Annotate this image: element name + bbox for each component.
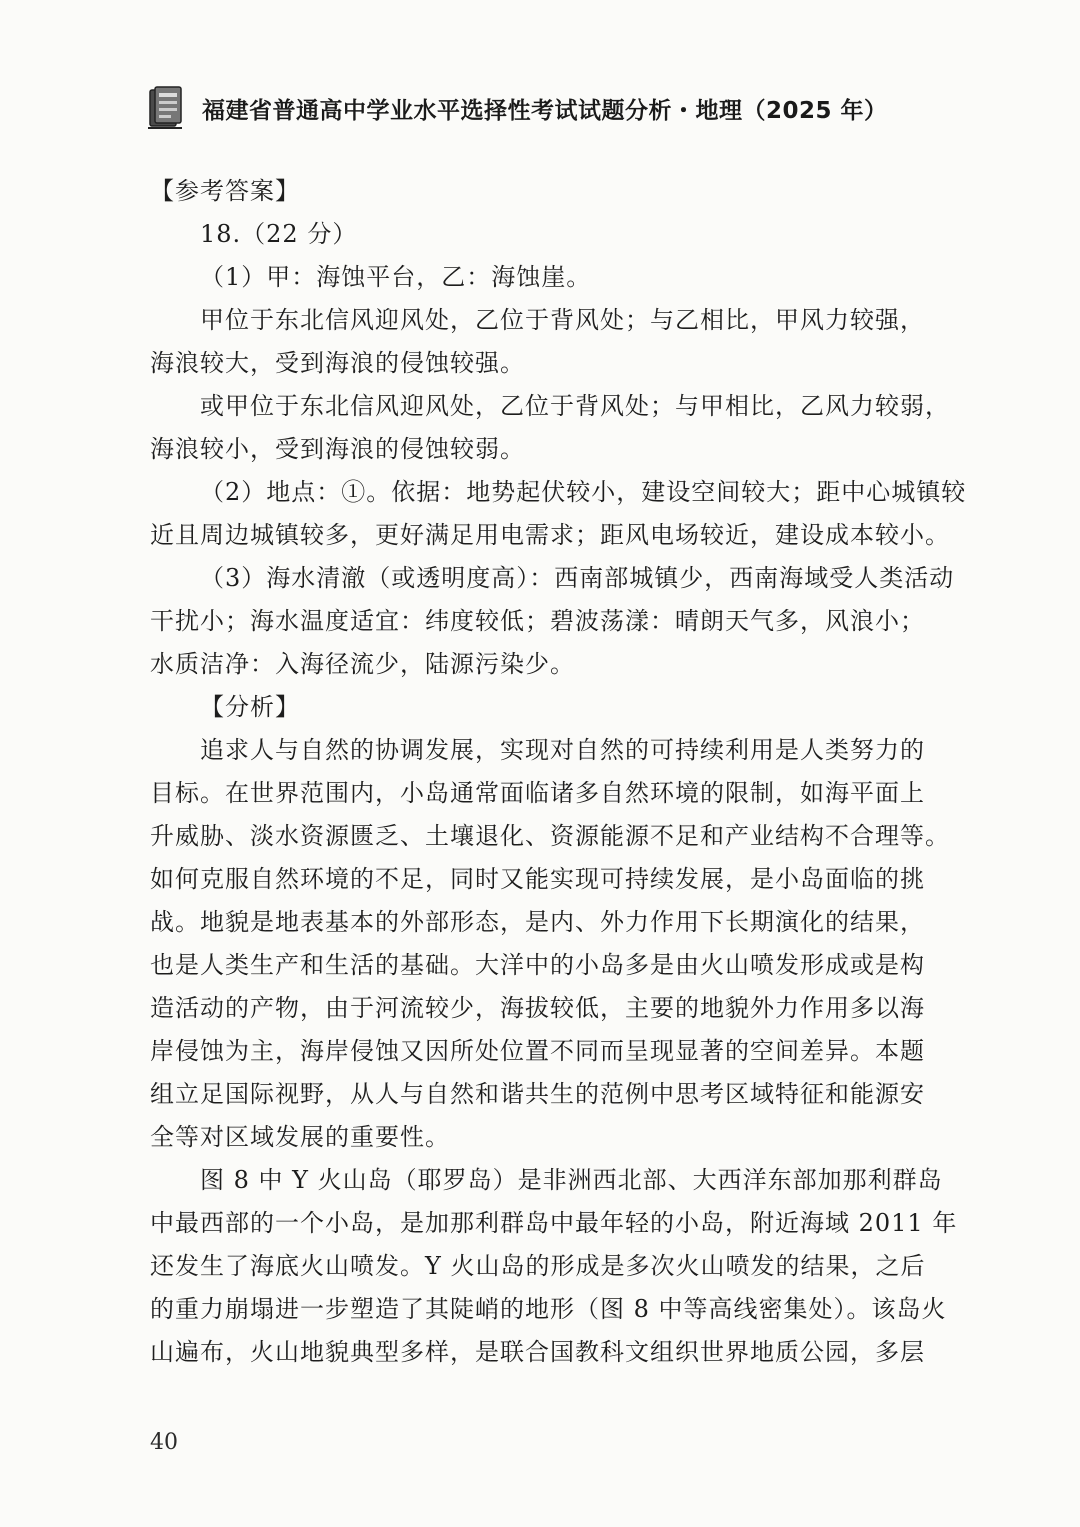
analysis-line: 还发生了海底火山喷发。Y 火山岛的形成是多次火山喷发的结果，之后 [150, 1252, 926, 1280]
analysis-line: 也是人类生产和生活的基础。大洋中的小岛多是由火山喷发形成或是构 [150, 951, 925, 979]
analysis-line: 战。地貌是地表基本的外部形态，是内、外力作用下长期演化的结果， [150, 908, 925, 936]
analysis-line: 岸侵蚀为主，海岸侵蚀又因所处位置不同而呈现显著的空间差异。本题 [150, 1037, 925, 1065]
answer-line: （3）海水清澈（或透明度高）：西南部城镇少，西南海域受人类活动 [200, 564, 955, 592]
analysis-line: 组立足国际视野，从人与自然和谐共生的范例中思考区域特征和能源安 [150, 1080, 925, 1108]
answer-line: 近且周边城镇较多，更好满足用电需求；距风电场较近，建设成本较小。 [150, 521, 950, 549]
page-body [150, 170, 967, 1374]
page-title: 福建省普通高中学业水平选择性考试试题分析・地理（2025 年） [202, 98, 888, 124]
page-number: 40 [150, 1430, 178, 1455]
analysis-line: 的重力崩塌进一步塑造了其陡峭的地形（图 8 中等高线密集处）。该岛火 [150, 1295, 947, 1323]
analysis-heading: 【分析】 [200, 693, 300, 721]
question-number: 18.（22 分） [200, 220, 358, 248]
analysis-line: 图 8 中 Y 火山岛（耶罗岛）是非洲西北部、大西洋东部加那利群岛 [200, 1166, 943, 1194]
answer-line: 水质洁净：入海径流少，陆源污染少。 [150, 650, 575, 678]
answer-line: 干扰小；海水温度适宜：纬度较低；碧波荡漾：晴朗天气多，风浪小； [150, 607, 925, 635]
analysis-line: 如何克服自然环境的不足，同时又能实现可持续发展，是小岛面临的挑 [150, 865, 925, 893]
analysis-line: 追求人与自然的协调发展，实现对自然的可持续利用是人类努力的 [200, 736, 925, 764]
analysis-line: 全等对区域发展的重要性。 [150, 1123, 450, 1151]
book-stack-icon [146, 84, 186, 132]
analysis-line: 山遍布，火山地貌典型多样，是联合国教科文组织世界地质公园，多层 [150, 1338, 925, 1366]
answer-line: （2）地点：①。依据：地势起伏较小，建设空间较大；距中心城镇较 [200, 478, 967, 506]
answer-line: 海浪较小，受到海浪的侵蚀较弱。 [150, 435, 525, 463]
answer-line: 或甲位于东北信风迎风处，乙位于背风处；与甲相比，乙风力较弱， [200, 392, 950, 420]
answer-line: 甲位于东北信风迎风处，乙位于背风处；与乙相比，甲风力较强， [200, 306, 925, 334]
analysis-line: 中最西部的一个小岛，是加那利群岛中最年轻的小岛，附近海域 2011 年 [150, 1209, 958, 1237]
analysis-line: 升威胁、淡水资源匮乏、土壤退化、资源能源不足和产业结构不合理等。 [150, 822, 950, 850]
answer-line: 海浪较大，受到海浪的侵蚀较强。 [150, 349, 525, 377]
page-header [146, 80, 1006, 140]
answer-heading: 【参考答案】 [150, 177, 300, 205]
analysis-line: 造活动的产物，由于河流较少，海拔较低，主要的地貌外力作用多以海 [150, 994, 925, 1022]
answer-line: （1）甲：海蚀平台，乙：海蚀崖。 [200, 263, 592, 291]
analysis-line: 目标。在世界范围内，小岛通常面临诸多自然环境的限制，如海平面上 [150, 779, 925, 807]
